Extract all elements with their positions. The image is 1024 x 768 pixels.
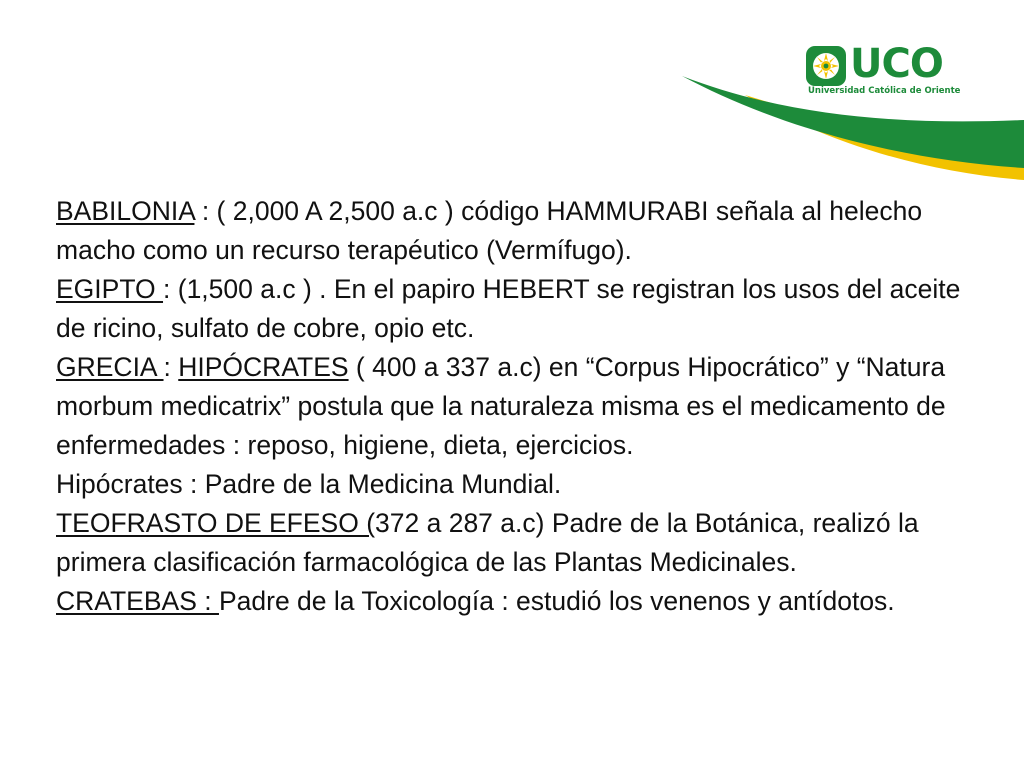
slide-body xyxy=(56,192,996,621)
logo-wordmark: UCO xyxy=(850,41,943,87)
paragraph-egipto xyxy=(56,270,996,348)
paragraph-grecia xyxy=(56,348,996,465)
text-hipocrates: Hipócrates : Padre de la Medicina Mundial. xyxy=(56,469,562,499)
heading-babilonia: BABILONIA xyxy=(56,196,195,226)
text-babilonia: : ( 2,000 A 2,500 a.c ) código HAMMURABI señala al helecho macho como un recurso terapéutico (Vermífugo). xyxy=(56,196,923,265)
uco-logo xyxy=(806,41,966,100)
heading-teofrasto: TEOFRASTO DE EFESO ( xyxy=(56,508,376,538)
heading-grecia: GRECIA xyxy=(56,352,164,382)
paragraph-teofrasto xyxy=(56,504,996,582)
separator-grecia: : xyxy=(163,352,179,382)
paragraph-babilonia xyxy=(56,192,996,270)
text-egipto: : (1,500 a.c ) . En el papiro HEBERT se registran los usos del aceite de ricino, sulfato de cobre, opio etc. xyxy=(56,274,961,343)
text-teofrasto: 372 a 287 a.c) Padre de la Botánica, realizó la primera clasificación farmacológica de las Plantas Medicinales. xyxy=(56,508,919,577)
uco-sun-emblem-icon xyxy=(806,46,846,86)
text-cratebas: Padre de la Toxicología : estudió los venenos y antídotos. xyxy=(218,586,895,616)
paragraph-hipocrates xyxy=(56,465,996,504)
heading-egipto: EGIPTO xyxy=(56,274,164,304)
paragraph-cratebas xyxy=(56,582,996,621)
header-swoosh-decoration xyxy=(0,0,1024,200)
heading-hipocrates: HIPÓCRATES xyxy=(178,352,349,382)
heading-cratebas: CRATEBAS : xyxy=(56,586,219,616)
logo-subtitle: Universidad Católica de Oriente xyxy=(808,86,961,96)
text-grecia: ( 400 a 337 a.c) en “Corpus Hipocrático” y “Natura morbum medicatrix” postula que la naturaleza misma es el medicamento de enfermedades : reposo, higiene, dieta, ejercicios. xyxy=(56,352,946,460)
